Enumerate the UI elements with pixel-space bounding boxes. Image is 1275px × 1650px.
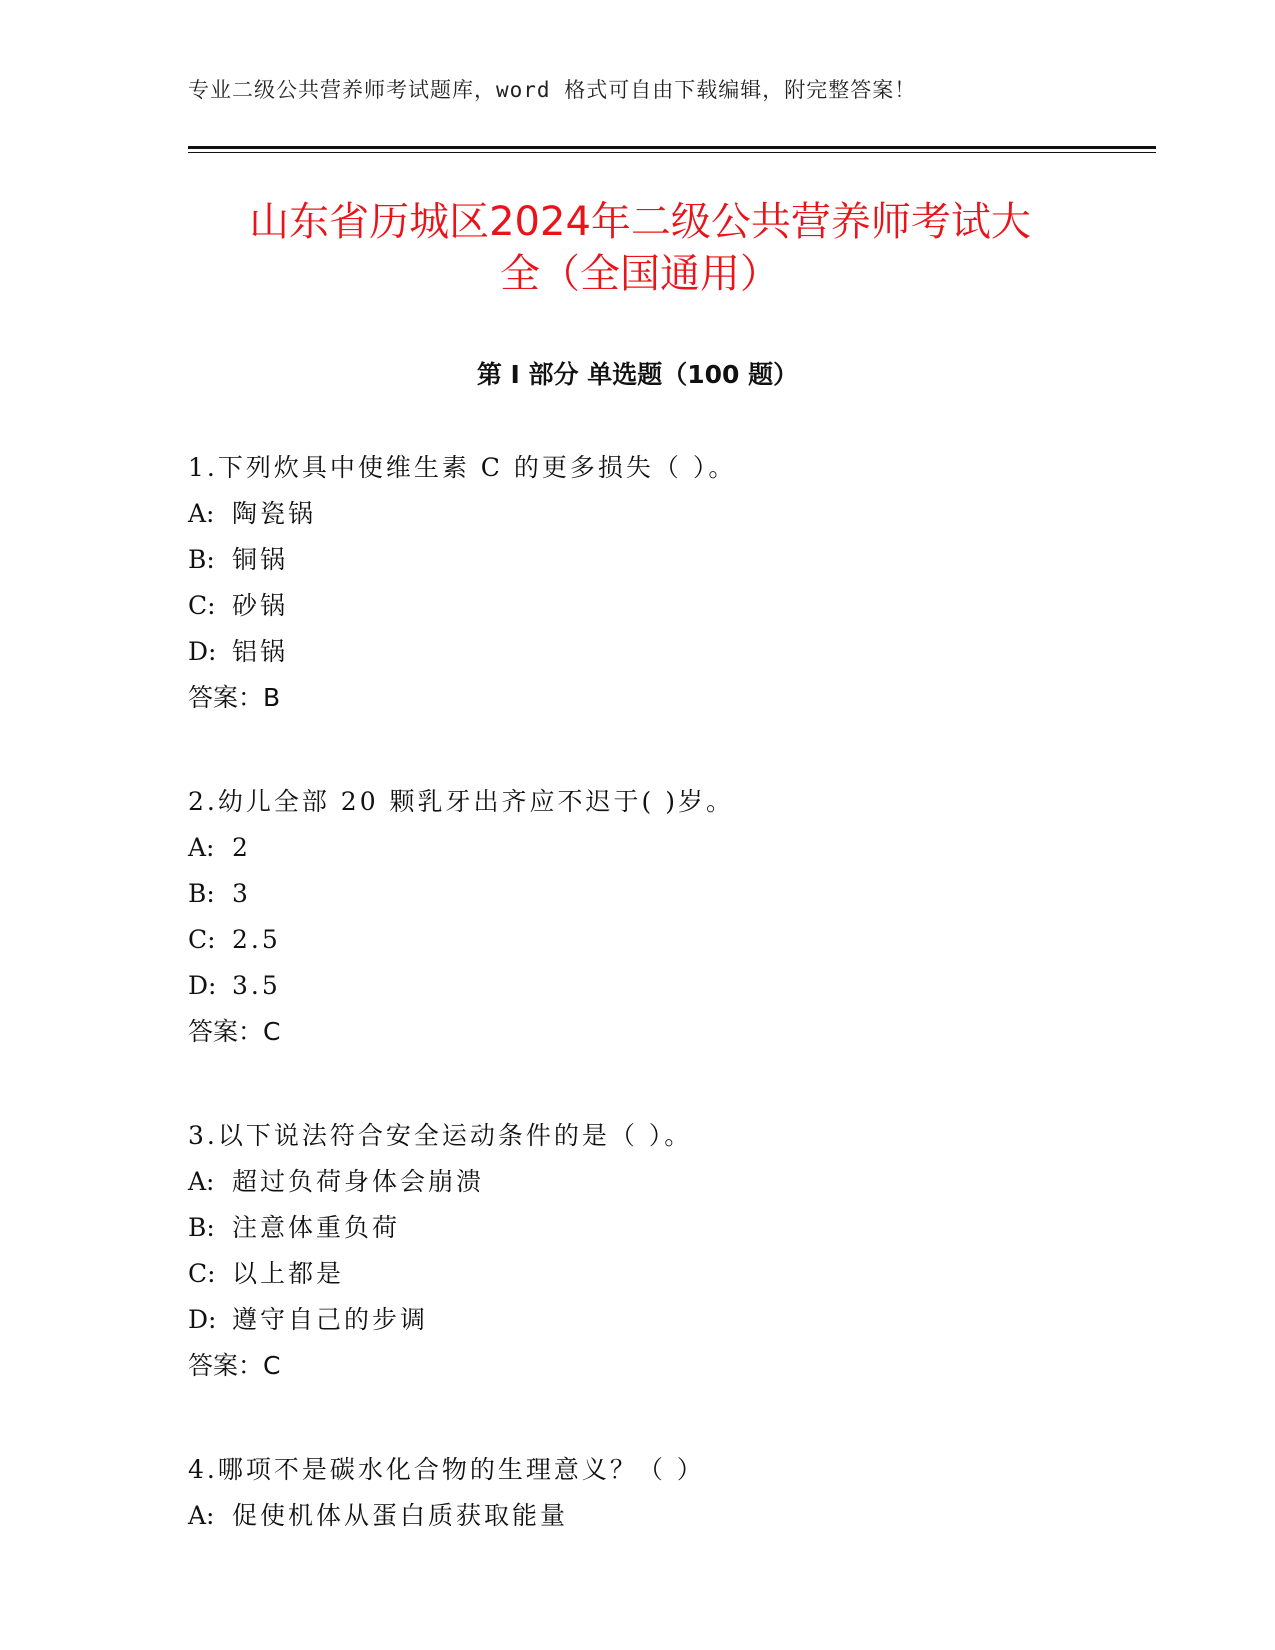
option-b bbox=[188, 871, 1148, 917]
option-key: C: bbox=[188, 1259, 216, 1288]
answer-line: 答案：C bbox=[188, 1351, 281, 1380]
document-title bbox=[160, 196, 1120, 300]
option-key: D: bbox=[188, 637, 217, 666]
option-text: 超过负荷身体会崩溃 bbox=[232, 1167, 485, 1196]
option-key: A: bbox=[188, 1501, 215, 1530]
document-title-line-2: 全（全国通用） bbox=[500, 251, 780, 297]
question-text: 3.以下说法符合安全运动条件的是（ ）。 bbox=[188, 1121, 693, 1150]
option-d bbox=[188, 1297, 1148, 1343]
option-text: 3 bbox=[232, 879, 251, 908]
header-note: 专业二级公共营养师考试题库，word 格式可自由下载编辑，附完整答案！ bbox=[188, 78, 917, 102]
question-4 bbox=[188, 1447, 1148, 1539]
option-text: 砂锅 bbox=[232, 591, 289, 620]
option-key: D: bbox=[188, 971, 217, 1000]
answer-line: 答案：B bbox=[188, 683, 281, 712]
option-text: 铝锅 bbox=[232, 637, 289, 666]
option-text: 2.5 bbox=[232, 925, 281, 954]
question-1 bbox=[188, 445, 1148, 721]
option-a bbox=[188, 1159, 1148, 1205]
header-rule-thick bbox=[188, 146, 1156, 149]
question-text: 1.下列炊具中使维生素 C 的更多损失（ ）。 bbox=[188, 453, 737, 482]
option-b bbox=[188, 1205, 1148, 1251]
question-text: 4.哪项不是碳水化合物的生理意义？（ ） bbox=[188, 1455, 705, 1484]
question-spacer bbox=[188, 1389, 1148, 1447]
question-spacer bbox=[188, 1055, 1148, 1113]
option-a bbox=[188, 491, 1148, 537]
option-text: 遵守自己的步调 bbox=[232, 1305, 429, 1334]
question-3 bbox=[188, 1113, 1148, 1389]
option-text: 2 bbox=[232, 833, 251, 862]
option-a bbox=[188, 1493, 1148, 1539]
option-key: A: bbox=[188, 1167, 215, 1196]
option-c bbox=[188, 1251, 1148, 1297]
option-key: C: bbox=[188, 591, 216, 620]
option-text: 注意体重负荷 bbox=[232, 1213, 401, 1242]
option-key: C: bbox=[188, 925, 216, 954]
option-d bbox=[188, 629, 1148, 675]
section-title: 第 I 部分 单选题（100 题） bbox=[476, 360, 799, 389]
option-text: 铜锅 bbox=[232, 545, 289, 574]
option-key: A: bbox=[188, 499, 215, 528]
answer-line: 答案：C bbox=[188, 1017, 281, 1046]
question-spacer bbox=[188, 721, 1148, 779]
option-text: 促使机体从蛋白质获取能量 bbox=[232, 1501, 569, 1530]
question-text: 2.幼儿全部 20 颗乳牙出齐应不迟于( )岁。 bbox=[188, 787, 735, 816]
option-text: 陶瓷锅 bbox=[232, 499, 317, 528]
option-key: B: bbox=[188, 1213, 215, 1242]
option-key: D: bbox=[188, 1305, 217, 1334]
option-text: 3.5 bbox=[232, 971, 281, 1000]
option-c bbox=[188, 583, 1148, 629]
option-key: B: bbox=[188, 545, 215, 574]
option-a bbox=[188, 825, 1148, 871]
question-list bbox=[188, 445, 1148, 1539]
option-key: A: bbox=[188, 833, 215, 862]
option-b bbox=[188, 537, 1148, 583]
option-text: 以上都是 bbox=[232, 1259, 345, 1288]
question-2 bbox=[188, 779, 1148, 1055]
header-rule-thin bbox=[188, 152, 1156, 153]
option-key: B: bbox=[188, 879, 215, 908]
document-title-line-1: 山东省历城区2024年二级公共营养师考试大 bbox=[249, 199, 1031, 245]
option-d bbox=[188, 963, 1148, 1009]
option-c bbox=[188, 917, 1148, 963]
